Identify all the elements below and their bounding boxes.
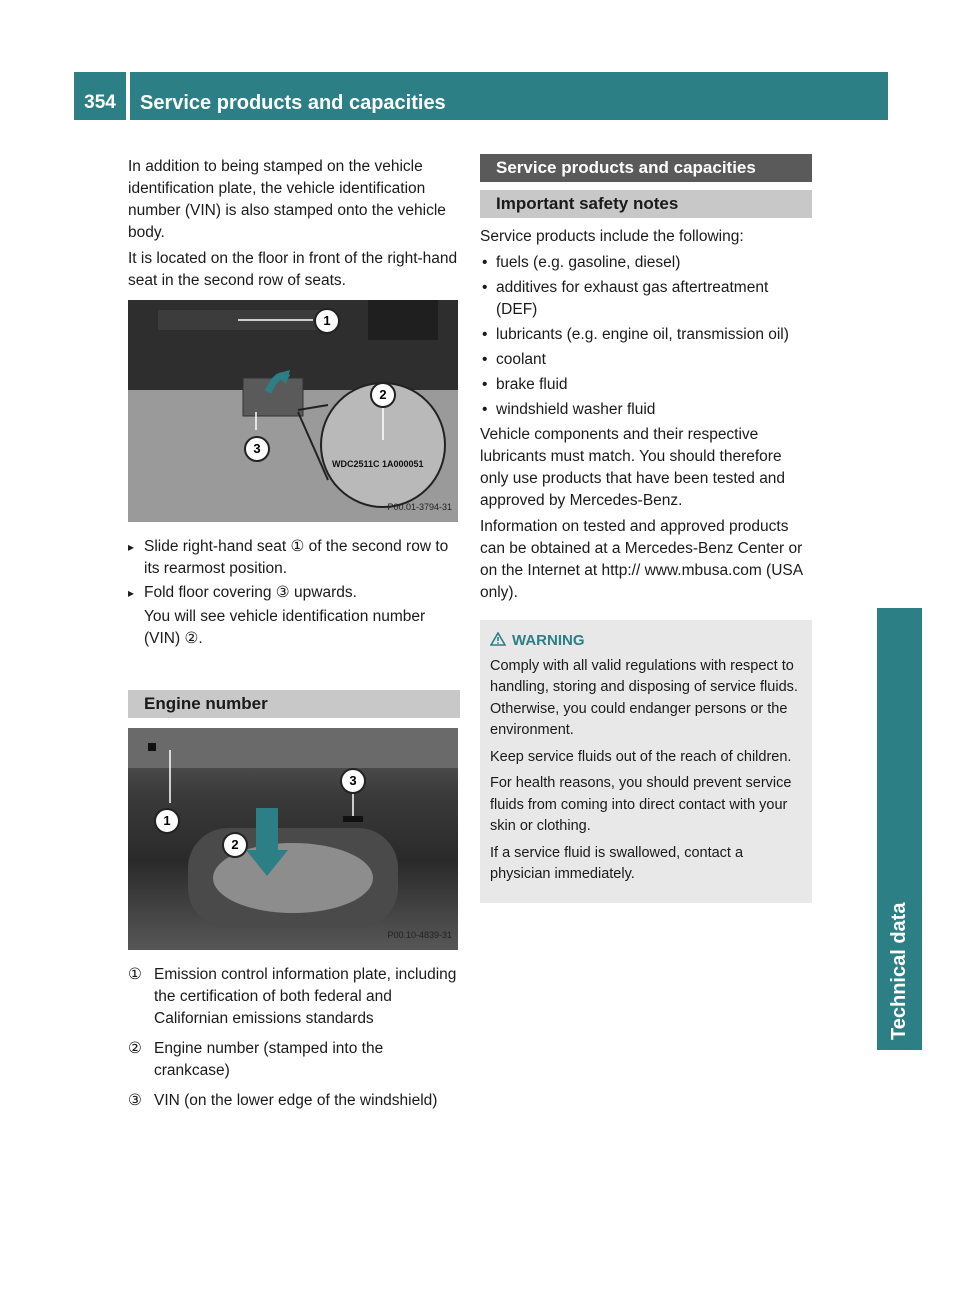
page-header: [74, 72, 888, 120]
legend-item: [128, 1038, 460, 1082]
list-item: [480, 277, 812, 321]
information-paragraph: Information on tested and approved products can be obtained at a Mercedes-Benz Center or on the Internet at http:// www.mbusa.com (USA only).: [480, 518, 803, 601]
bullet-icon: •: [482, 279, 488, 296]
step-item: [128, 536, 460, 580]
callout-3: 3: [244, 436, 270, 462]
warning-triangle-icon: [490, 632, 506, 646]
engine-callout-3: 3: [340, 768, 366, 794]
list-item-text: fuels (e.g. gasoline, diesel): [496, 254, 681, 271]
right-column: [480, 154, 812, 903]
warning-box: [480, 620, 812, 903]
list-item-text: windshield washer fluid: [496, 401, 656, 418]
list-item-text: brake fluid: [496, 376, 568, 393]
legend-number: ②: [128, 1040, 142, 1057]
left-column: [128, 156, 460, 1120]
engine-callout-1: 1: [154, 808, 180, 834]
page-number: 354: [84, 92, 116, 113]
section-heading: Service products and capacities: [480, 154, 812, 182]
legend-item: [128, 964, 460, 1030]
lubricants-paragraph: Vehicle components and their respective lubricants must match. You should therefore only use products that have been tested and approved by Mercedes-Benz.: [480, 426, 786, 509]
list-item: [480, 324, 812, 346]
list-item-text: additives for exhaust gas aftertreatment (DEF): [496, 279, 769, 318]
list-item: [480, 374, 812, 396]
list-item: [480, 399, 812, 421]
warning-paragraph: Keep service fluids out of the reach of children.: [490, 748, 792, 765]
intro-paragraph: In addition to being stamped on the vehicle identification plate, the vehicle identification number (VIN) is also stamped onto the vehicle body.: [128, 158, 446, 241]
legend-text: VIN (on the lower edge of the windshield): [154, 1092, 438, 1109]
step-arrow-icon: ▸: [128, 586, 135, 600]
engine-callout-2: 2: [222, 832, 248, 858]
image-code: P00.10-4839-31: [387, 930, 452, 940]
instruction-steps: [128, 536, 460, 604]
warning-paragraph: Comply with all valid regulations with respect to handling, storing and disposing of service fluids. Otherwise, you could endanger persons or the environment.: [490, 657, 798, 738]
service-products-list: [480, 252, 812, 421]
list-item: [480, 349, 812, 371]
callout-1: 1: [314, 308, 340, 334]
chapter-tab-label: Technical data: [888, 902, 910, 1040]
engine-compartment-photo: [128, 728, 458, 950]
list-item-text: lubricants (e.g. engine oil, transmission oil): [496, 326, 789, 343]
spacer: [128, 654, 460, 690]
legend-text: Engine number (stamped into the crankcase): [154, 1040, 384, 1079]
step-item: [128, 582, 460, 604]
step-text: Slide right-hand seat ① of the second row to its rearmost position.: [144, 538, 449, 577]
vin-location-photo: [128, 300, 458, 522]
warning-title: [490, 630, 802, 652]
chapter-tab: [877, 608, 922, 1050]
vin-number-text: WDC2511C 1A000051: [332, 459, 424, 469]
subsection-heading: Important safety notes: [480, 190, 812, 218]
engine-photo-illustration: [128, 728, 458, 950]
image-code: P00.01-3794-31: [387, 502, 452, 512]
step-arrow-icon: ▸: [128, 540, 135, 554]
header-divider: [126, 72, 130, 120]
list-item: [480, 252, 812, 274]
bullet-icon: •: [482, 401, 488, 418]
warning-paragraph: If a service fluid is swallowed, contact a physician immediately.: [490, 844, 744, 882]
list-item-text: coolant: [496, 351, 546, 368]
service-products-intro: Service products include the following:: [480, 228, 744, 245]
step-result: You will see vehicle identification number (VIN) ②.: [144, 608, 426, 647]
engine-number-heading: Engine number: [128, 690, 460, 718]
legend-text: Emission control information plate, including the certification of both federal and Californian emissions standards: [154, 966, 457, 1027]
legend-number: ③: [128, 1092, 142, 1109]
bullet-icon: •: [482, 351, 488, 368]
step-text: Fold floor covering ③ upwards.: [144, 584, 357, 601]
bullet-icon: •: [482, 254, 488, 271]
warning-paragraph: For health reasons, you should prevent service fluids from coming into direct contact with your skin or clothing.: [490, 775, 792, 834]
callout-2: 2: [370, 382, 396, 408]
warning-title-text: WARNING: [512, 632, 585, 649]
bullet-icon: •: [482, 326, 488, 343]
bullet-icon: •: [482, 376, 488, 393]
legend-number: ①: [128, 966, 142, 983]
location-paragraph: It is located on the floor in front of the right-hand seat in the second row of seats.: [128, 250, 458, 289]
page-title: Service products and capacities: [140, 92, 446, 114]
legend-item: [128, 1090, 460, 1112]
vin-photo-illustration: [128, 300, 458, 522]
